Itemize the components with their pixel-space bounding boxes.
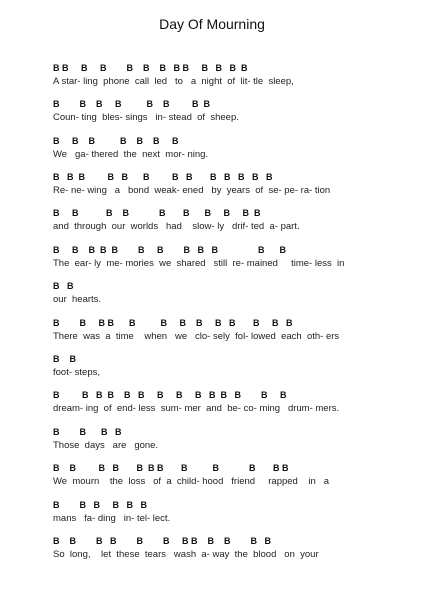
lyric-stanza bbox=[53, 280, 414, 306]
lyric-stanza bbox=[53, 135, 414, 161]
chord-line: B B bbox=[53, 354, 77, 364]
lyric-line: We ga- thered the next mor- ning. bbox=[53, 149, 209, 160]
lyric-line: Those days are gone. bbox=[53, 440, 159, 451]
lyric-stanza bbox=[53, 426, 414, 452]
lyric-stanza bbox=[53, 98, 414, 124]
chord-line: B B B B bbox=[53, 427, 122, 437]
lyric-line: our hearts. bbox=[53, 294, 102, 305]
lyric-stanza bbox=[53, 171, 414, 197]
lyric-line: and through our worlds had slow- ly drif- ted a- part. bbox=[53, 221, 300, 232]
chord-line: B B bbox=[53, 281, 74, 291]
song-title: Day Of Mourning bbox=[159, 16, 265, 32]
lyric-line: We mourn the loss of a child- hood friend rapped in a bbox=[53, 476, 329, 487]
chord-line: B B B B B B bbox=[53, 500, 148, 510]
lyric-stanza bbox=[53, 62, 414, 88]
lyric-line: So long, let these tears wash a- way the blood on your bbox=[53, 549, 319, 560]
lyric-stanza bbox=[53, 317, 414, 343]
chord-line: B B B B B B B B B B B B B bbox=[53, 172, 273, 182]
chord-line: B B B B B B B B bbox=[53, 99, 211, 109]
lyric-stanza bbox=[53, 462, 414, 488]
lyric-stanza bbox=[53, 535, 414, 561]
lyric-line: A star- ling phone call led to a night of lit- tle sleep, bbox=[53, 76, 294, 87]
lyric-stanza bbox=[53, 389, 414, 415]
lyric-line: Coun- ting bles- sings in- stead of sheep. bbox=[53, 112, 239, 123]
lyric-line: foot- steps, bbox=[53, 367, 100, 378]
chord-line: B B B B B B B B B B B B bbox=[53, 536, 272, 546]
lyric-stanza bbox=[53, 244, 414, 270]
chord-line: B B B B B B B B B B B B bbox=[53, 463, 289, 473]
lyric-line: mans fa- ding in- tel- lect. bbox=[53, 513, 171, 524]
chord-line: B B B B B B B B B B B B B bbox=[53, 63, 248, 73]
lyric-line: The ear- ly me- mories we shared still re- mained time- less in bbox=[53, 258, 345, 269]
chord-line: B B B B B B B B B B B B B bbox=[53, 318, 293, 328]
lyric-line: dream- ing of end- less sum- mer and be- co- ming drum- mers. bbox=[53, 403, 340, 414]
lyric-line: Re- ne- wing a bond weak- ened by years of se- pe- ra- tion bbox=[53, 185, 331, 196]
lyric-line: There was a time when we clo- sely fol- lowed each oth- ers bbox=[53, 331, 340, 342]
lyric-stanza bbox=[53, 499, 414, 525]
chord-line: B B B B B B B B B B B B bbox=[53, 245, 287, 255]
lyric-stanza bbox=[53, 207, 414, 233]
chord-line: B B B B B B B bbox=[53, 136, 179, 146]
chord-line: B B B B B B B B B B bbox=[53, 208, 261, 218]
chord-line: B B B B B B B B B B B B B B bbox=[53, 390, 287, 400]
lyric-stanza bbox=[53, 353, 414, 379]
